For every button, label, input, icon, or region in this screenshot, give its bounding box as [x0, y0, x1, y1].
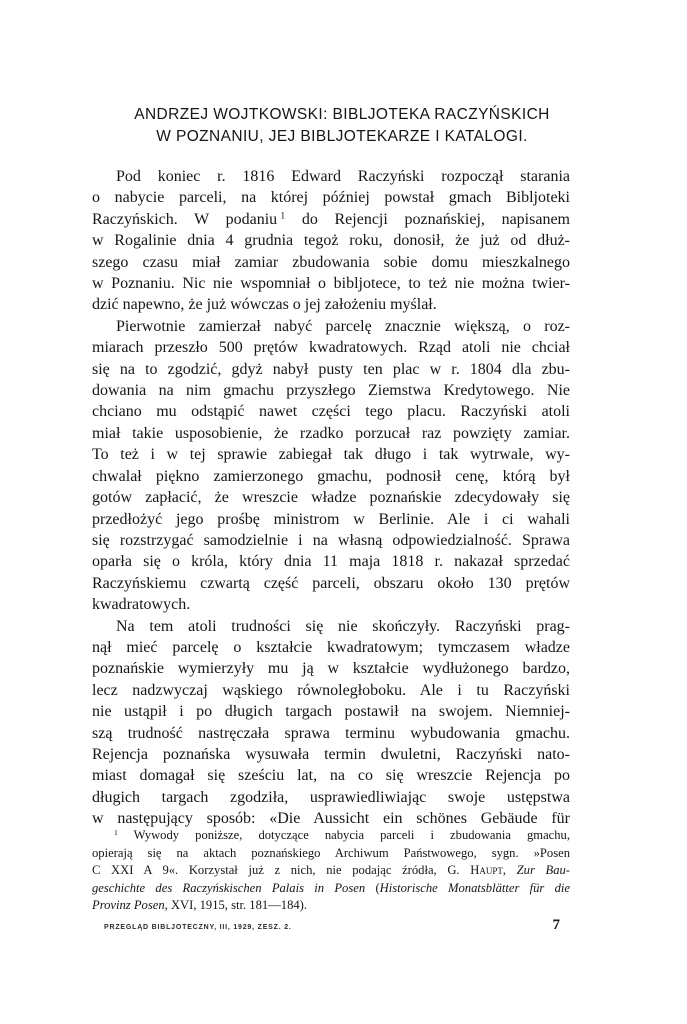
body-line: nie ustąpił i po długich targach postawił na swojem. Niemniej- — [92, 703, 570, 721]
footnote-work-title: geschichte des Raczyńskischen Palais in Posen — [92, 880, 366, 895]
body-line: chciano mu odstąpić nawet części tego placu. Raczyński atoli — [92, 403, 570, 421]
body-line: Raczyńskiemu czwartą część parceli, obszaru około 130 prętów — [92, 574, 570, 592]
body-line: się na to zgodzić, gdyż nabył pusty ten plac w r. 1804 dla zbu- — [92, 360, 570, 378]
body-line: Rejencja poznańska wysuwała termin dwuletni, Raczyński nato- — [92, 745, 570, 763]
body-line: szego czasu miał zamiar zbudowania sobie domu mieszkalnego — [92, 253, 570, 271]
body-line: Pierwotnie zamierzał nabyć parcelę znacznie większą, o roz- — [116, 317, 570, 335]
footnote — [92, 827, 570, 915]
body-line: szą trudność nastręczała sprawa terminu wybudowania gmachu. — [92, 724, 570, 742]
footnote-line: geschichte des Raczyńskischen Palais in Posen (Historische Monatsblätter für die — [92, 880, 571, 895]
body-line: gotów zapłacić, że wreszcie władze poznańskie zdecydowały się — [92, 489, 570, 507]
footnote-author: Haupt — [470, 863, 503, 878]
body-line: lecz nadzwyczaj wąskiego równoległoboku. Ale i tu Raczyński — [92, 681, 570, 699]
body-line: przedłożyć jego prośbę ministrom w Berlinie. Ale i ci wahali — [92, 510, 570, 528]
page-number: 7 — [552, 917, 560, 933]
body-line: nął mieć parcelę o kształcie kwadratowym; tymczasem władze — [92, 638, 570, 656]
body-line: w Rogalinie dnia 4 grudnia tegoż roku, donosił, że już od dłuż- — [92, 232, 570, 250]
body-line: dowania na nim gmachu przyszłego Ziemstwa Kredytowego. Nie — [92, 382, 570, 400]
body-line: Raczyńskich. W podaniu $^1$ do Rejencji poznańskiej, napisanem — [92, 210, 571, 228]
article-body — [92, 166, 570, 830]
body-line: To też i w tej sprawie zabiegał tak długo i tak wytrwale, wy- — [92, 446, 570, 464]
body-line: chwalał piękno zamierzonego gmachu, podnosił cenę, którą był — [92, 467, 570, 485]
body-line: dzić napewno, że już wówczas o jej założeniu myślał. — [92, 296, 437, 314]
footnote-marker: 1 — [114, 827, 118, 837]
footnote-journal-title: Provinz Posen — [92, 898, 165, 913]
body-line: miał takie usposobienie, że rzadko porzucał raz powzięty zamiar. — [92, 424, 570, 442]
article-title-line-2: W POZNANIU, JEJ BIBLJOTEKARZE I KATALOGI. — [156, 128, 528, 145]
body-line: Pod koniec r. 1816 Edward Raczyński rozpoczął starania — [116, 168, 570, 185]
footnote-reference: 1 — [280, 210, 286, 222]
body-line: się rozstrzygać samodzielnie i na własną odpowiedzialność. Sprawa — [92, 531, 570, 549]
body-line: poznańskie wymierzyły mu ją w kształcie wydłużonego bardzo, — [92, 660, 570, 678]
body-line: oparła się o króla, który dnia 11 maja 1818 r. nakazał sprzedać — [92, 553, 570, 571]
article-title — [40, 104, 644, 148]
body-line: miarach przeszło 500 prętów kwadratowych. Rząd atoli nie chciał — [92, 339, 570, 357]
body-line: miast domagał się sześciu lat, na co się wreszcie Rejencja po — [92, 767, 570, 785]
body-line: w następujący sposób: «Die Aussicht ein schönes Gebäude für — [92, 810, 570, 828]
footnote-journal-title: Historische Monatsblätter für die — [379, 880, 571, 895]
body-line: o nabycie parceli, na której później powstał gmach Bibljoteki — [92, 189, 570, 207]
body-line: Na tem atoli trudności się nie skończyły. Raczyński prag- — [116, 617, 570, 635]
running-footer: PRZEGLĄD BIBLJOTECZNY, III, 1929, ZESZ. 2. — [104, 924, 292, 931]
article-title-line-1: ANDRZEJ WOJTKOWSKI: BIBLJOTEKA RACZYŃSKICH — [134, 106, 550, 123]
footnote-line: Provinz Posen, XVI, 1915, str. 181—184). — [92, 898, 308, 913]
footnote-work-title: Zur Bau- — [516, 863, 570, 878]
body-line: kwadratowych. — [92, 596, 191, 614]
body-line: długich targach zgodziła, usprawiedliwiając swoje ustępstwa — [92, 788, 570, 806]
body-line: w Poznaniu. Nic nie wspomniał o bibljotece, to też nie można twier- — [92, 275, 570, 293]
footnote-line: opierają się na aktach poznańskiego Archiwum Państwowego, sygn. »Posen — [92, 845, 570, 860]
footnote-line: C XXI A 9«. Korzystał już z nich, nie podając źródła, G. Haupt, Zur Bau- — [92, 863, 570, 878]
footnote-line: $^1$ Wywody poniższe, dotyczące nabycia parceli i zbudowania gmachu, — [114, 827, 571, 842]
